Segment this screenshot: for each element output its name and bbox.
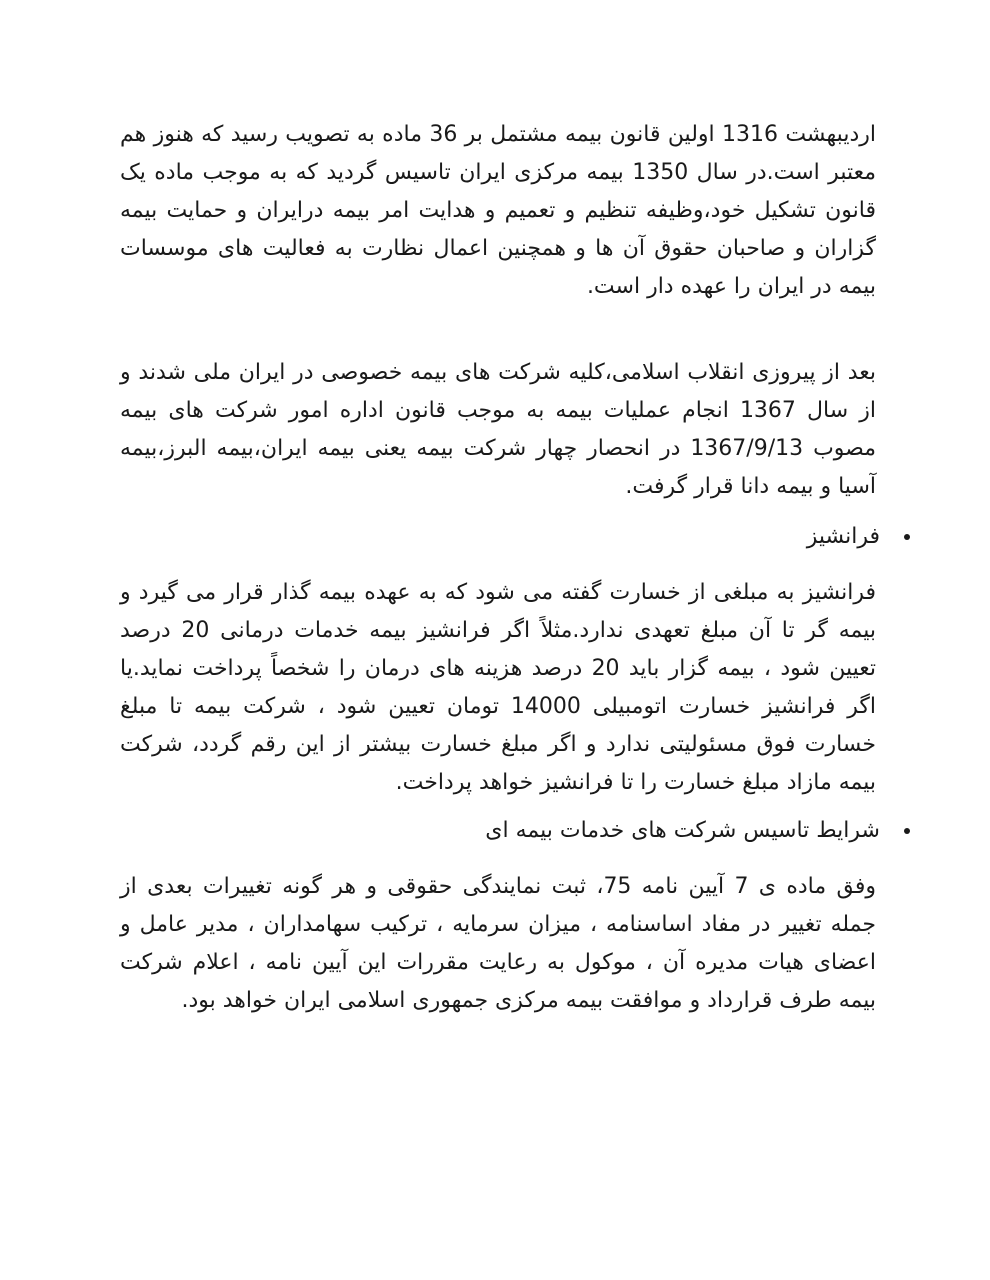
bullet-heading: فرانشیز [806, 524, 880, 549]
paragraph-article-seven: وفق ماده ی 7 آیین نامه 75، ثبت نمایندگی حقوقی و هر گونه تغییرات بعدی از جمله تغییر در مفاد اساسنامه ، میزان سرمایه ، ترکیب سهامداران ، مدیر عامل و اعضای هیات مدیره آن ، موکول به رعایت مقررات این آیین نامه ، اعلام شرکت بیمه طرف قرارداد و موافقت بیمه مرکزی جمهوری اسلامی ایران خواهد بود. [120, 874, 876, 1013]
paragraph-nationalization: بعد از پیروزی انقلاب اسلامی،کلیه شرکت های بیمه خصوصی در ایران ملی شدند و از سال 1367 انجام عملیات بیمه به موجب قانون اداره امور شرکت های بیمه مصوب 1367/9/13 در انحصار چهار شرکت بیمه یعنی بیمه ایران،بیمه البرز،بیمه آسیا و بیمه دانا قرار گرفت. [120, 360, 877, 499]
paragraph-franchise-definition: فرانشیز به مبلغی از خسارت گفته می شود که به عهده بیمه گذار قرار می گیرد و بیمه گر تا آن مبلغ تعهدی ندارد.مثلاً اگر فرانشیز بیمه خدمات درمانی 20 درصد تعیین شود ، بیمه گزار باید 20 درصد هزینه های درمان را شخصاً پرداخت نماید.یا اگر فرانشیز خسارت اتومبیلی 14000 تومان تعیین شود ، شرکت بیمه تا مبلغ خسارت فوق مسئولیتی ندارد و اگر مبلغ خسارت بیشتر از این رقم گردد، شرکت بیمه مازاد مبلغ خسارت را تا فرانشیز خواهد پرداخت. [120, 580, 876, 795]
bullet-item-franchise [120, 518, 910, 556]
bullet-icon [904, 534, 910, 540]
bullet-heading: شرایط تاسیس شرکت های خدمات بیمه ای [485, 818, 880, 843]
bullet-icon [904, 828, 910, 834]
bullet-item-establishment-conditions [120, 812, 910, 850]
document-body [120, 116, 880, 1020]
paragraph-insurance-history: اردیبهشت 1316 اولین قانون بیمه مشتمل بر 36 ماده به تصویب رسید که هنوز هم معتبر است.در سال 1350 بیمه مرکزی ایران تاسیس گردید که به موجب ماده یک قانون تشکیل خود،وظیفه تنظیم و تعمیم و هدایت امر بیمه درایران و حمایت بیمه گزاران و صاحبان حقوق آن ها و همچنین اعمال نظارت به فعالیت های موسسات بیمه در ایران را عهده دار است. [120, 122, 876, 299]
